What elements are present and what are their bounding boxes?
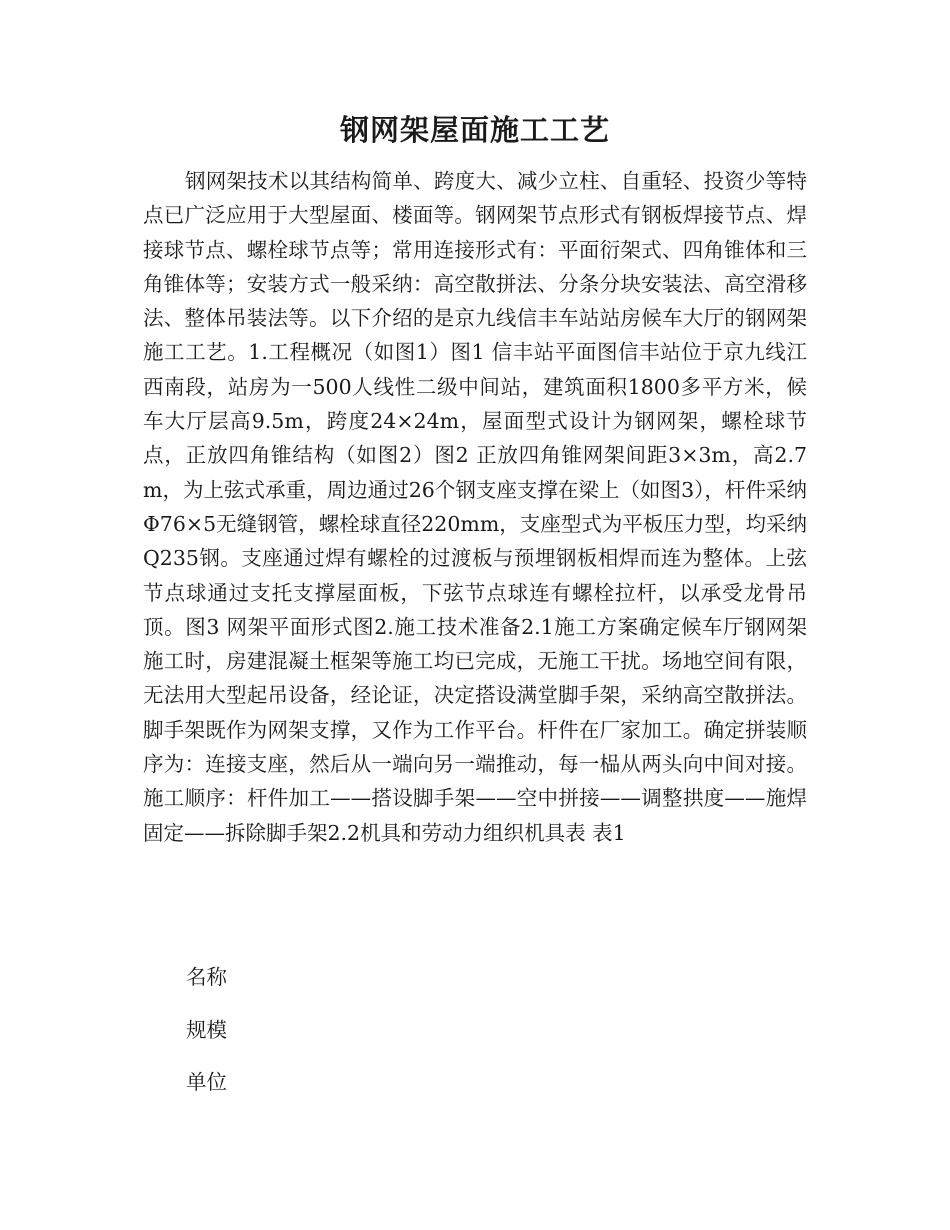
table-label-scale: 规模 xyxy=(186,1018,227,1042)
document-title: 钢网架屋面施工工艺 xyxy=(339,113,610,147)
table-label-unit: 单位 xyxy=(186,1070,227,1094)
document-body-paragraph: 钢网架技术以其结构简单、跨度大、减少立柱、自重轻、投资少等特点已广泛应用于大型屋面、楼面等。钢网架节点形式有钢板焊接节点、焊接球节点、螺栓球节点等；常用连接形式有：平面衍架式、四角锥体和三角锥体等；安装方式一般采纳：高空散拼法、分条分块安装法、高空滑移法、整体吊装法等。以下介绍的是京九线信丰车站站房候车大厅的钢网架施工工艺。1.工程概况（如图1）图1 信丰站平面图信丰站位于京九线江西南段，站房为一500人线性二级中间站，建筑面积1800多平方米，候车大厅层高9.5m，跨度24×24m，屋面型式设计为钢网架，螺栓球节点，正放四角锥结构（如图2）图2 正放四角锥网架间距3×3m，高2.7m，为上弦式承重，周边通过26个钢支座支撑在梁上（如图3），杆件采纳Φ76×5无缝钢管，螺栓球直径220mm，支座型式为平板压力型，均采纳Q235钢。支座通过焊有螺栓的过渡板与预埋钢板相焊而连为整体。上弦节点球通过支托支撑屋面板，下弦节点球连有螺栓拉杆，以承受龙骨吊顶。图3 网架平面形式图2.施工技术准备2.1施工方案确定候车厅钢网架施工时，房建混凝土框架等施工均已完成，无施工干扰。场地空间有限，无法用大型起吊设备，经论证，决定搭设满堂脚手架，采纳高空散拼法。脚手架既作为网架支撑，又作为工作平台。杆件在厂家加工。确定拼装顺序为：连接支座，然后从一端向另一端推动，每一榀从两头向中间对接。施工顺序：杆件加工——搭设脚手架——空中拼接——调整拱度——施焊固定——拆除脚手架2.2机具和劳动力组织机具表 表1 xyxy=(143,169,807,845)
table-label-name: 名称 xyxy=(186,965,227,989)
